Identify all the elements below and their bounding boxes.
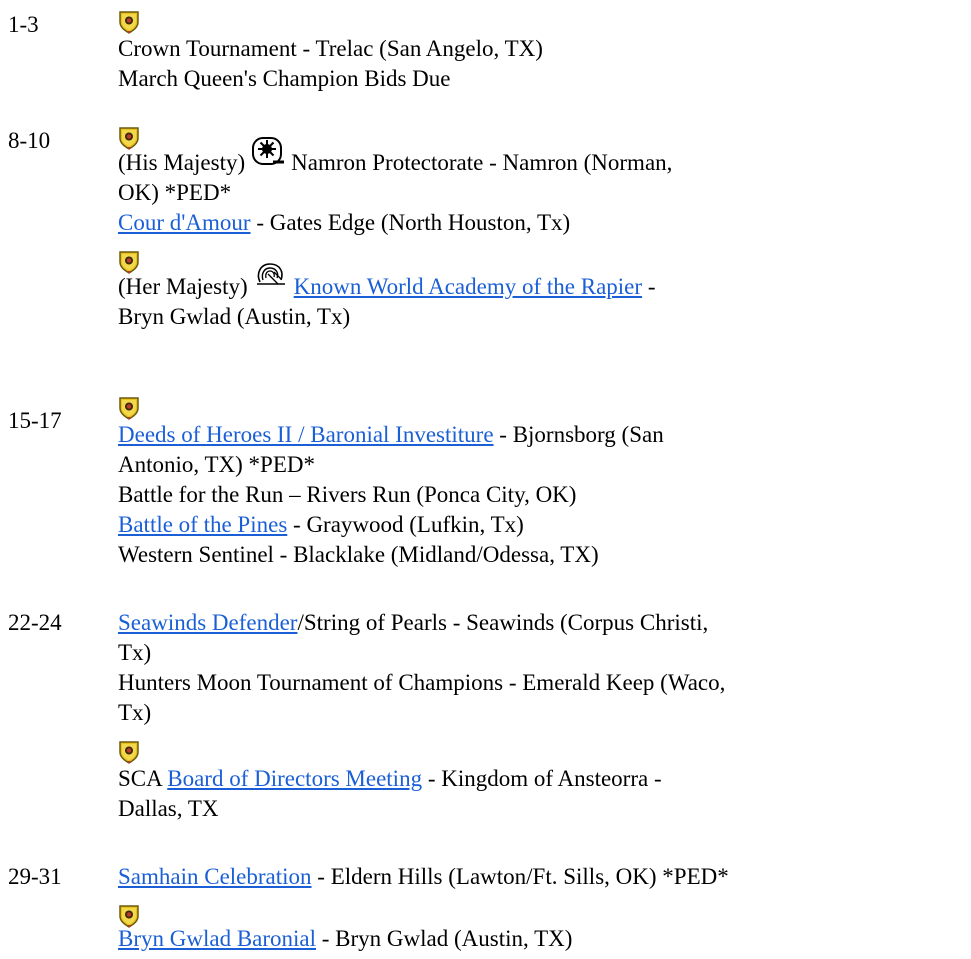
royal-attendance: (His Majesty) (118, 150, 246, 175)
event-date: 22-24 (8, 610, 62, 635)
event-location: - Graywood (Lufkin, Tx) (287, 512, 524, 537)
event-prefix: SCA (118, 766, 168, 791)
event-link[interactable]: Known World Academy of the Rapier (293, 274, 643, 299)
crown-shield-icon (118, 250, 140, 274)
event-location: - Kingdom of Ansteorra - (422, 766, 662, 791)
event-title-cont: Bryn Gwlad (Austin, Tx) (118, 304, 351, 329)
event-link[interactable]: Deeds of Heroes II / Baronial Investiture (118, 422, 494, 447)
event-title: March Queen's Champion Bids Due (118, 66, 451, 91)
royal-attendance: (Her Majesty) (118, 274, 248, 299)
crown-shield-icon (118, 396, 140, 420)
event-title-cont: Tx) (118, 640, 152, 665)
event-date: 1-3 (8, 12, 39, 37)
event-location: /String of Pearls - Seawinds (Corpus Christi, (297, 610, 709, 635)
event-location: - Bryn Gwlad (Austin, TX) (316, 926, 573, 951)
event-title: Western Sentinel - Blacklake (Midland/Odessa, TX) (118, 542, 599, 567)
event-link[interactable]: Cour d'Amour (118, 210, 251, 235)
crown-shield-icon (118, 126, 140, 150)
event-location: - Eldern Hills (Lawton/Ft. Sills, OK) *PED* (311, 864, 729, 889)
event-title-cont: OK) *PED* (118, 180, 232, 205)
sun-badge-icon (251, 136, 285, 168)
event-list (118, 396, 968, 570)
event-list (118, 862, 968, 954)
event-link[interactable]: Board of Directors Meeting (167, 766, 423, 791)
event-title: Battle for the Run – Rivers Run (Ponca City, OK) (118, 482, 577, 507)
event-date: 15-17 (8, 408, 62, 433)
event-location: - Bjornsborg (San (493, 422, 664, 447)
event-list (118, 608, 968, 824)
event-list (118, 126, 968, 332)
event-date: 8-10 (8, 128, 51, 153)
knot-badge-icon (254, 260, 288, 292)
crown-shield-icon (118, 740, 140, 764)
event-location: - (642, 274, 656, 299)
event-date: 29-31 (8, 864, 62, 889)
event-title-cont: Antonio, TX) *PED* (118, 452, 315, 477)
event-title-cont: Dallas, TX (118, 796, 219, 821)
event-link[interactable]: Bryn Gwlad Baronial (118, 926, 317, 951)
event-link[interactable]: Seawinds Defender (118, 610, 298, 635)
event-link[interactable]: Samhain Celebration (118, 864, 312, 889)
event-link[interactable]: Battle of the Pines (118, 512, 288, 537)
event-title: Hunters Moon Tournament of Champions - Emerald Keep (Waco, (118, 670, 726, 695)
event-title: Crown Tournament - Trelac (San Angelo, TX) (118, 36, 543, 61)
event-list (118, 10, 968, 94)
event-title-cont: Tx) (118, 700, 152, 725)
crown-shield-icon (118, 10, 140, 34)
event-title: Namron Protectorate - Namron (Norman, (291, 150, 673, 175)
event-location: - Gates Edge (North Houston, Tx) (250, 210, 571, 235)
